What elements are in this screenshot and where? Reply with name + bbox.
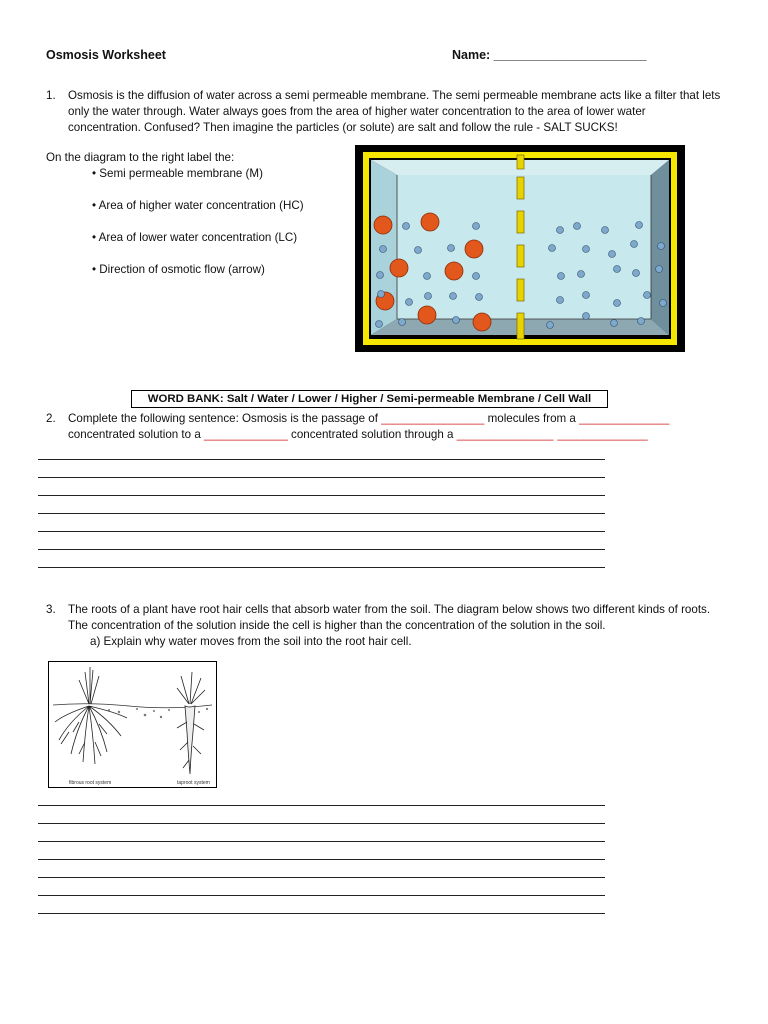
q3-sub-question: a) Explain why water moves from the soil into the root hair cell. [90, 635, 412, 648]
q2-blank[interactable]: ________________ [381, 412, 485, 425]
q2-line-1 [68, 411, 669, 427]
root-systems-figure [48, 661, 217, 788]
answer-line[interactable] [38, 459, 605, 460]
bullet-osmotic-flow: • Direction of osmotic flow (arrow) [92, 263, 265, 276]
answer-line[interactable] [38, 495, 605, 496]
q2-blank[interactable]: ______________ [557, 428, 648, 441]
q2-number: 2. [46, 412, 56, 425]
bullet-membrane: • Semi permeable membrane (M) [92, 167, 263, 180]
bullet-higher-concentration: • Area of higher water concentration (HC) [92, 199, 304, 212]
name-field[interactable]: Name: ______________________ [452, 48, 647, 62]
q1-line: only the water through. Water always goes from the area of higher water concentration to the area of lower water [68, 105, 646, 118]
q2-text: molecules from a [484, 412, 580, 425]
bullet-lower-concentration: • Area of lower water concentration (LC) [92, 231, 298, 244]
osmosis-diagram [355, 145, 685, 352]
q1-text [68, 88, 748, 136]
q2-text: concentrated solution through a [287, 428, 457, 441]
q2-blank[interactable]: _______________ [456, 428, 554, 441]
answer-line[interactable] [38, 513, 605, 514]
fibrous-root-plant [55, 667, 127, 764]
fibrous-root-label: fibrous root system [69, 780, 112, 786]
word-bank: WORD BANK: Salt / Water / Lower / Higher / Semi-permeable Membrane / Cell Wall [131, 390, 608, 408]
diagram-instruction: On the diagram to the right label the: [46, 151, 235, 164]
answer-line[interactable] [38, 567, 605, 568]
answer-line[interactable] [38, 531, 605, 532]
answer-line[interactable] [38, 805, 605, 806]
answer-line[interactable] [38, 877, 605, 878]
q2-line-2 [68, 427, 648, 443]
q2-blank[interactable]: _____________ [204, 428, 288, 441]
answer-line[interactable] [38, 841, 605, 842]
q1-line: Osmosis is the diffusion of water across a semi permeable membrane. The semi permeable membrane acts like a filter that lets [68, 89, 721, 102]
q3-number: 3. [46, 603, 56, 616]
q3-line: The roots of a plant have root hair cells that absorb water from the soil. The diagram below shows two different kinds of roots. [68, 603, 711, 616]
root-drawing [49, 662, 216, 787]
answer-line[interactable] [38, 549, 605, 550]
taproot-plant [177, 672, 205, 774]
q1-line: concentration. Confused? Then imagine the particles (or solute) are salt and follow the rule - SALT SUCKS! [68, 121, 618, 134]
q3-text [68, 602, 758, 634]
answer-line[interactable] [38, 895, 605, 896]
q2-text: concentrated solution to a [68, 428, 204, 441]
answer-line[interactable] [38, 913, 605, 914]
q1-number: 1. [46, 89, 56, 102]
answer-line[interactable] [38, 859, 605, 860]
q2-blank[interactable]: ______________ [579, 412, 670, 425]
worksheet-title: Osmosis Worksheet [46, 48, 166, 62]
answer-line[interactable] [38, 477, 605, 478]
answer-line[interactable] [38, 823, 605, 824]
taproot-label: taproot system [177, 780, 210, 786]
q3-line: The concentration of the solution inside the cell is higher than the concentration of the solution in the soil. [68, 619, 606, 632]
q2-text: Complete the following sentence: Osmosis is the passage of [68, 412, 382, 425]
